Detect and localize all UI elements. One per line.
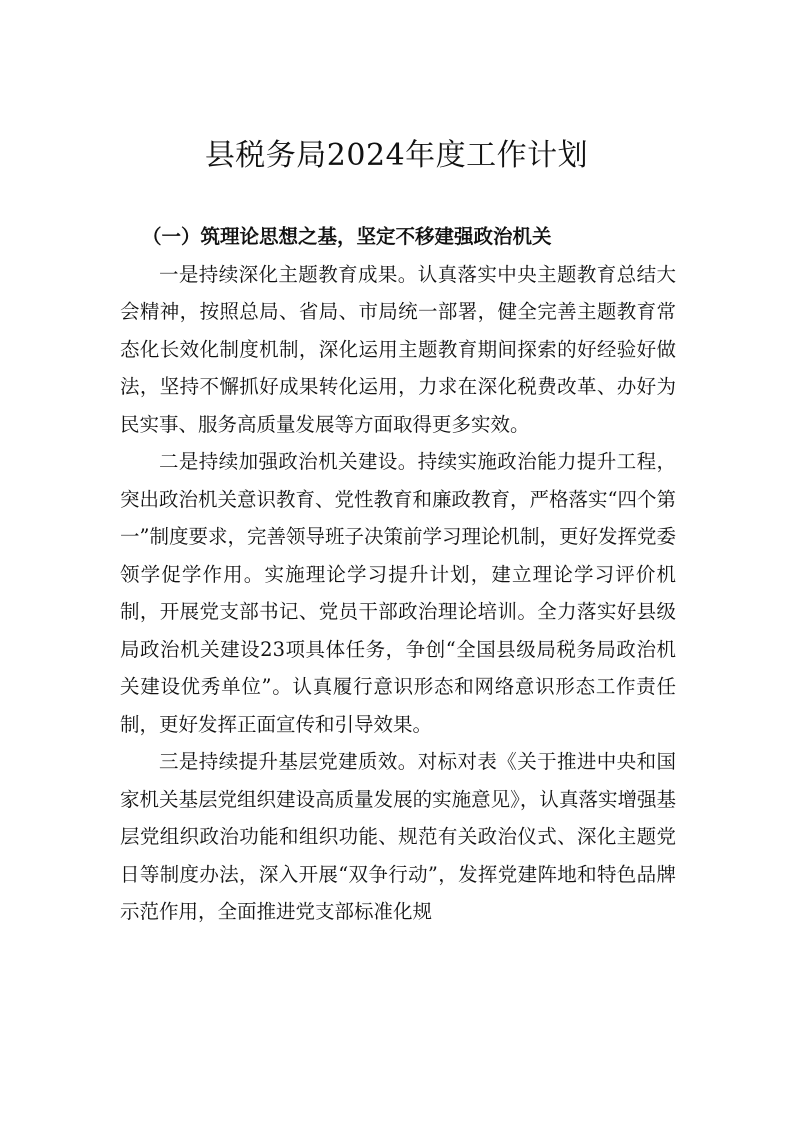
section-heading: （一）筑理论思想之基，坚定不移建强政治机关 xyxy=(142,225,552,248)
paragraph-3: 三是持续提升基层党建质效。对标对表《关于推进中央和国家机关基层党组织建设高质量发展的实施意见》，认真落实增强基层党组织政治功能和组织功能、规范有关政治仪式、深化主题党日等制度办法，深入开展“双争行动”，发挥党建阵地和特色品牌示范作用，全面推进党支部标准化规 xyxy=(120,750,676,923)
paragraph-2: 二是持续加强政治机关建设。持续实施政治能力提升工程，突出政治机关意识教育、党性教育和廉政教育，严格落实“四个第一”制度要求，完善领导班子决策前学习理论机制，更好发挥党委领学促学作用。实施理论学习提升计划，建立理论学习评价机制，开展党支部书记、党员干部政治理论培训。全力落实好县级局政治机关建设23项具体任务，争创“全国县级局税务局政治机关建设优秀单位”。认真履行意识形态和网络意识形态工作责任制，更好发挥正面宣传和引导效果。 xyxy=(120,450,676,736)
paragraph-1: 一是持续深化主题教育成果。认真落实中央主题教育总结大会精神，按照总局、省局、市局统一部署，健全完善主题教育常态化长效化制度机制，深化运用主题教育期间探索的好经验好做法，坚持不懈抓好成果转化运用，力求在深化税费改革、办好为民实事、服务高质量发展等方面取得更多实效。 xyxy=(120,262,676,436)
document-body xyxy=(120,218,676,931)
document-title: 县税务局2024年度工作计划 xyxy=(204,138,589,173)
